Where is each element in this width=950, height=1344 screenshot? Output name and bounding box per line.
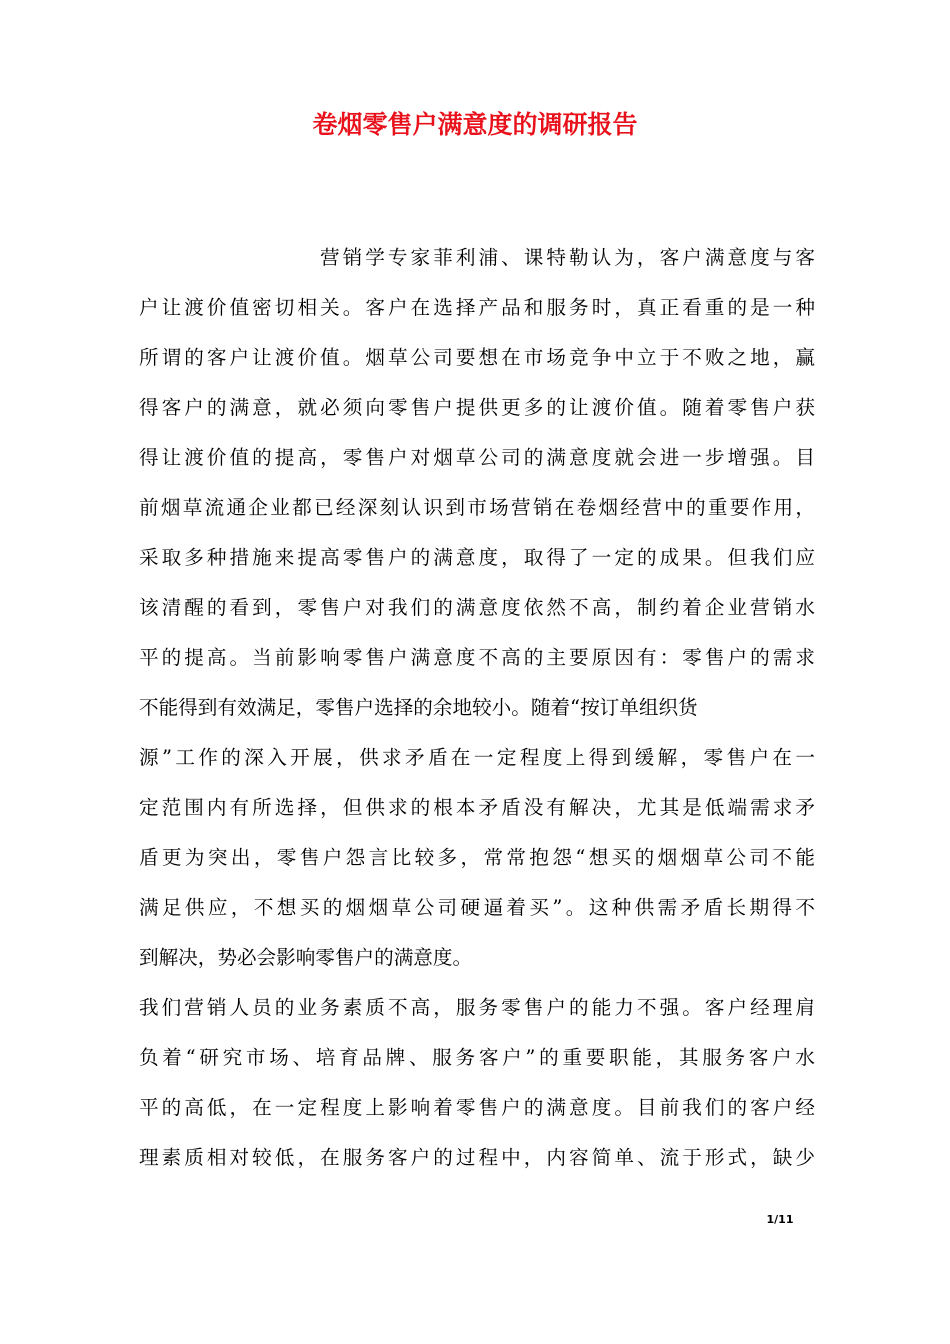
text-line: 满足供应，不想买的烟烟草公司硬逼着买”。这种供需矛盾长期得不 [139,896,815,919]
text-line: 前烟草流通企业都已经深刻认识到市场营销在卷烟经营中的重要作用， [139,496,815,519]
text-line: 理素质相对较低，在服务客户的过程中，内容简单、流于形式，缺少 [139,1146,815,1169]
page-number: 1/11 [766,1213,794,1226]
document-body [139,233,815,1183]
text-line: 得客户的满意，就必须向零售户提供更多的让渡价值。随着零售户获 [139,396,815,419]
text-line: 盾更为突出，零售户怨言比较多，常常抱怨“想买的烟烟草公司不能 [139,846,815,869]
text-line: 不能得到有效满足，零售户选择的余地较小。随着“按订单组织货 [139,696,698,719]
text-line: 我们营销人员的业务素质不高，服务零售户的能力不强。客户经理肩 [139,996,815,1019]
text-line: 源”工作的深入开展，供求矛盾在一定程度上得到缓解，零售户在一 [139,746,815,769]
text-line: 平的高低，在一定程度上影响着零售户的满意度。目前我们的客户经 [139,1096,815,1119]
text-line: 该清醒的看到，零售户对我们的满意度依然不高，制约着企业营销水 [139,596,815,619]
text-line: 平的提高。当前影响零售户满意度不高的主要原因有：零售户的需求 [139,646,815,669]
text-line: 得让渡价值的提高，零售户对烟草公司的满意度就会进一步增强。目 [139,446,815,469]
text-line: 负着“研究市场、培育品牌、服务客户”的重要职能，其服务客户水 [139,1046,815,1069]
text-line: 营销学专家菲利浦、课特勒认为，客户满意度与客 [320,246,815,269]
text-line: 定范围内有所选择，但供求的根本矛盾没有解决，尤其是低端需求矛 [139,796,815,819]
text-line: 采取多种措施来提高零售户的满意度，取得了一定的成果。但我们应 [139,546,815,569]
document-title: 卷烟零售户满意度的调研报告 [312,110,638,139]
text-line: 到解决，势必会影响零售户的满意度。 [139,946,473,969]
text-line: 所谓的客户让渡价值。烟草公司要想在市场竞争中立于不败之地，赢 [139,346,815,369]
text-line: 户让渡价值密切相关。客户在选择产品和服务时，真正看重的是一种 [139,296,815,319]
paragraph-1 [139,233,815,983]
paragraph-2 [139,983,815,1183]
